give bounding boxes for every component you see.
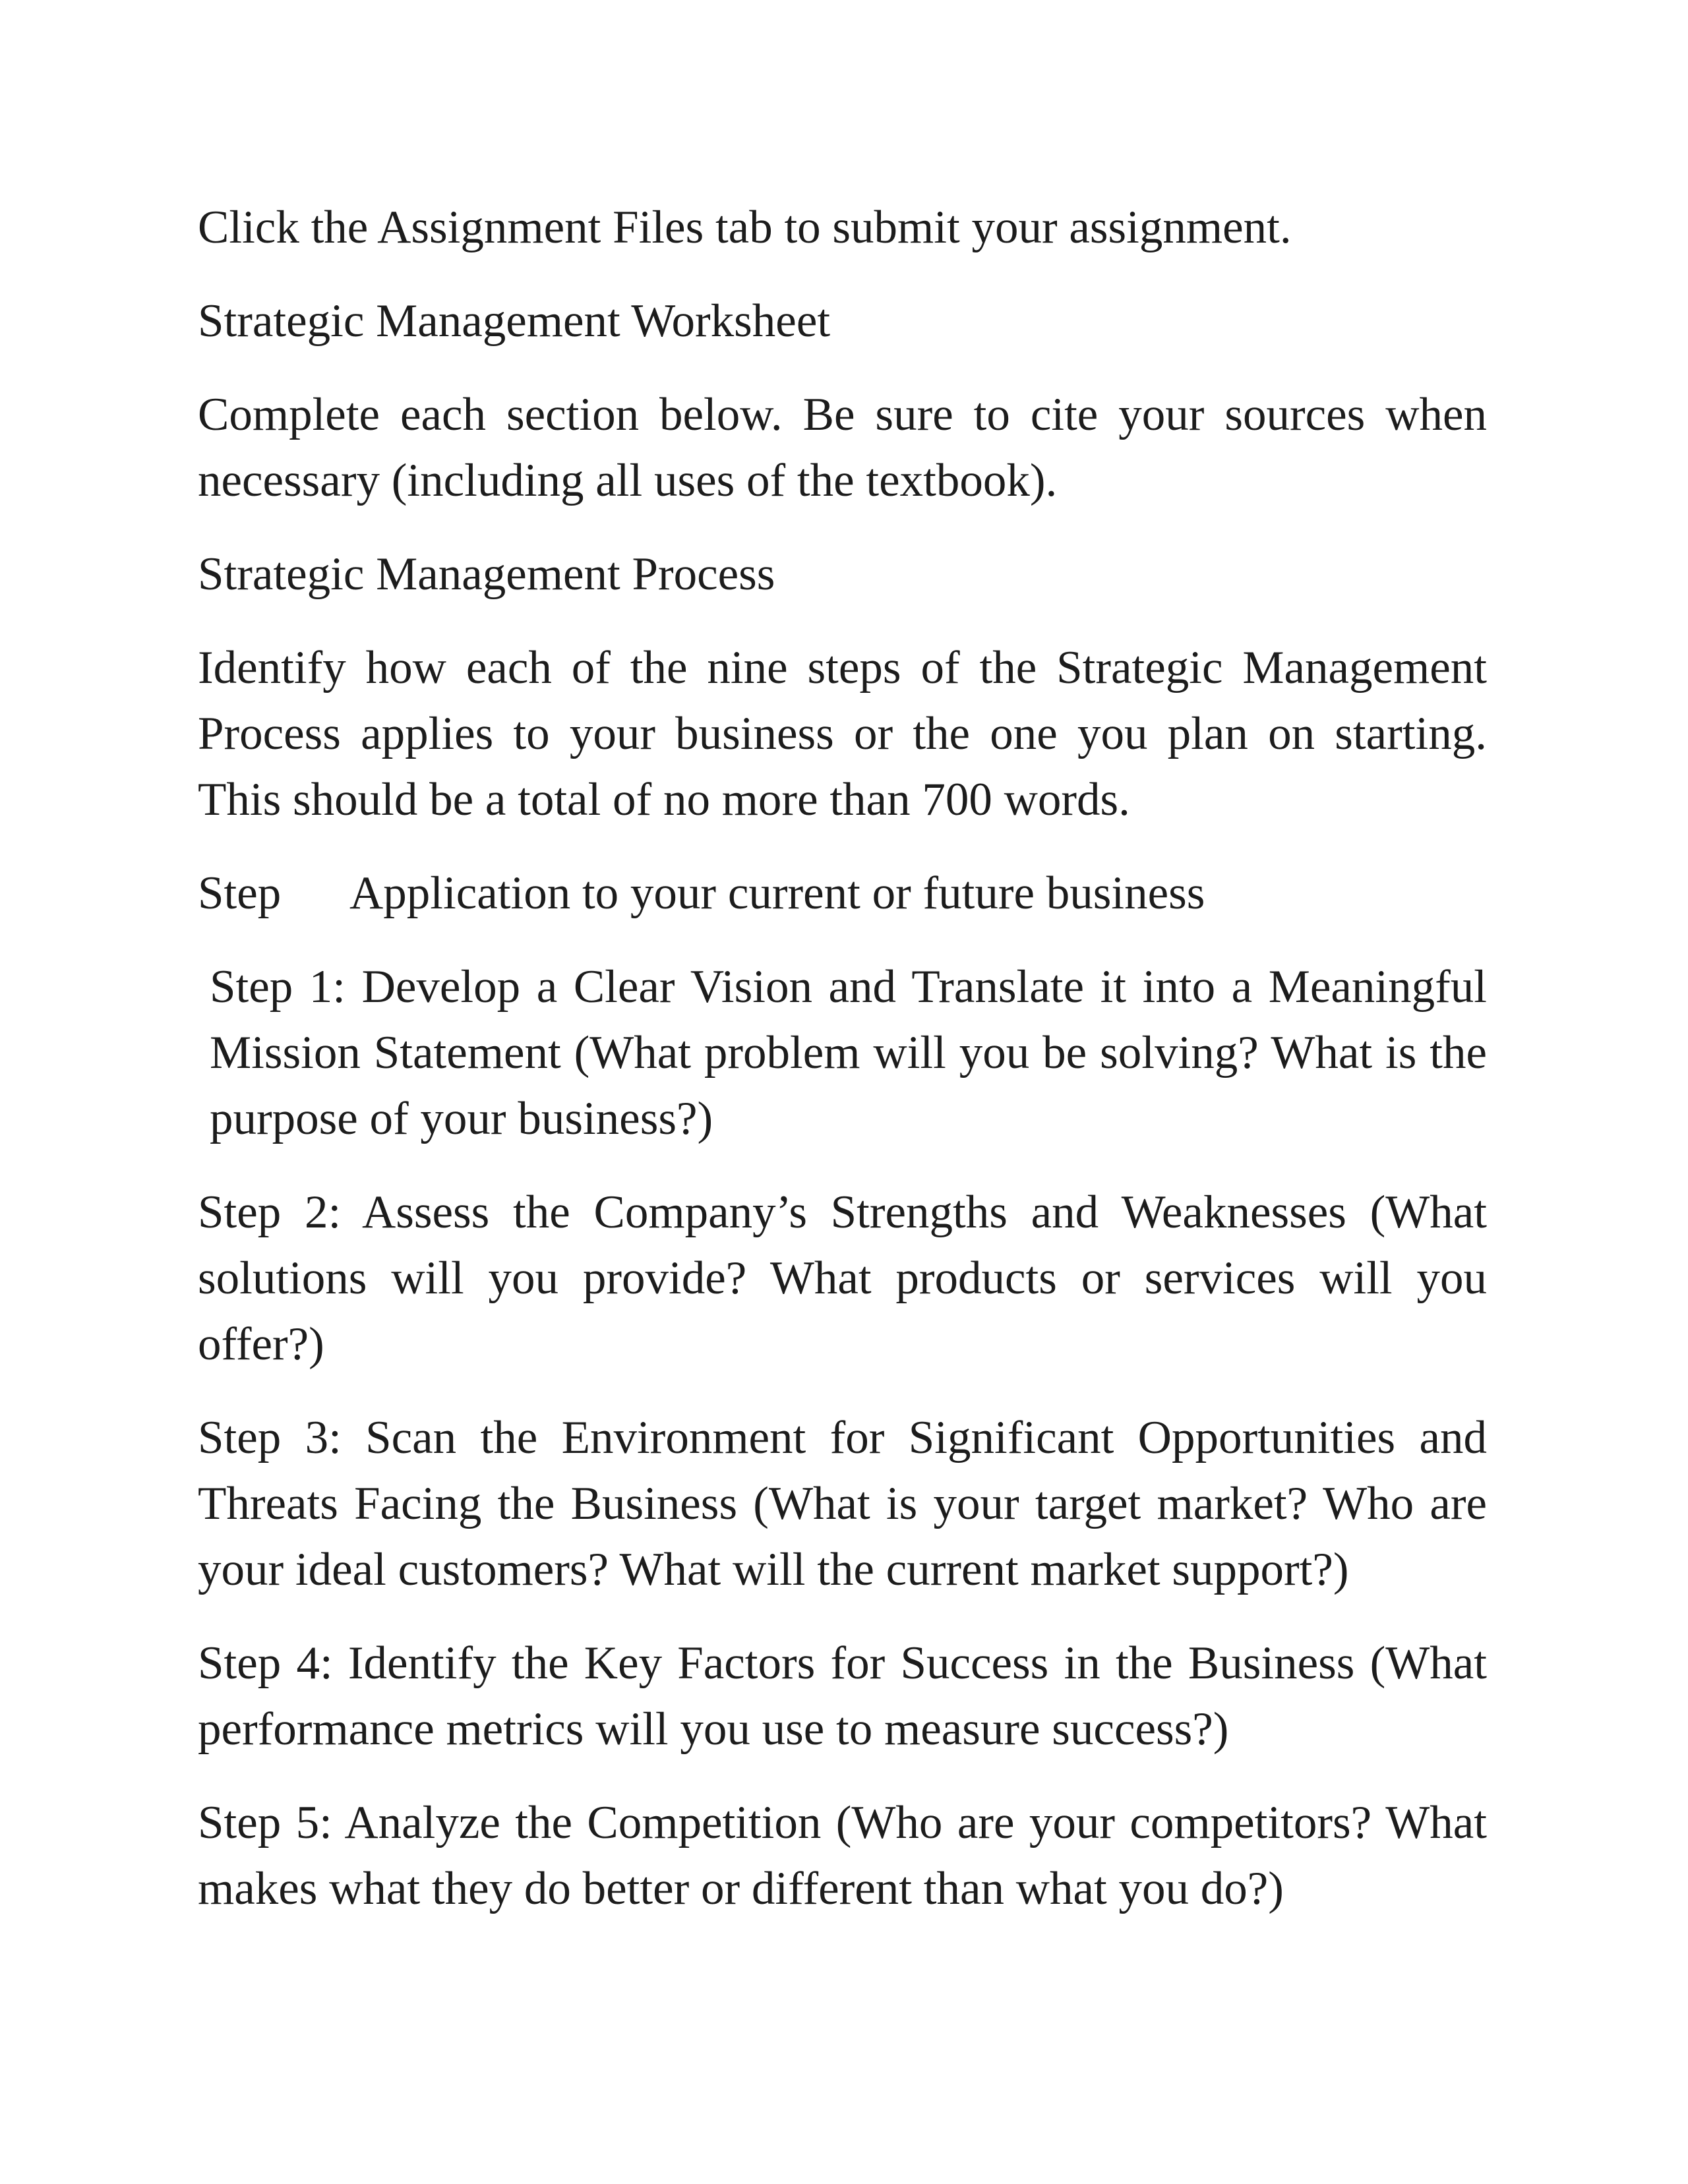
step-1: Step 1: Develop a Clear Vision and Translate it into a Meaningful Mission Statement (What problem will you be solving? What is the purpose of your business?) <box>210 961 1487 1144</box>
step-3: Step 3: Scan the Environment for Significant Opportunities and Threats Facing the Business (What is your target market? Who are your ideal customers? What will the current market support?) <box>198 1412 1487 1595</box>
section-instructions: Identify how each of the nine steps of the Strategic Management Process applies to your business or the one you plan on starting. This should be a total of no more than 700 words. <box>198 642 1487 825</box>
table-header <box>198 860 1487 926</box>
step-2: Step 2: Assess the Company’s Strengths and Weaknesses (What solutions will you provide? What products or services will you offer?) <box>198 1187 1487 1370</box>
step-5: Step 5: Analyze the Competition (Who are your competitors? What makes what they do better or different than what you do?) <box>198 1797 1487 1914</box>
worksheet-title: Strategic Management Worksheet <box>198 295 831 347</box>
section-title: Strategic Management Process <box>198 548 775 600</box>
table-header-step: Step <box>198 868 282 919</box>
instructions-text: Complete each section below. Be sure to cite your sources when necessary (including all uses of the textbook). <box>198 389 1487 506</box>
table-header-application: Application to your current or future business <box>349 868 1205 919</box>
document-page <box>198 194 1487 1949</box>
step-4: Step 4: Identify the Key Factors for Success in the Business (What performance metrics will you use to measure success?) <box>198 1638 1487 1755</box>
intro-text: Click the Assignment Files tab to submit your assignment. <box>198 202 1292 253</box>
